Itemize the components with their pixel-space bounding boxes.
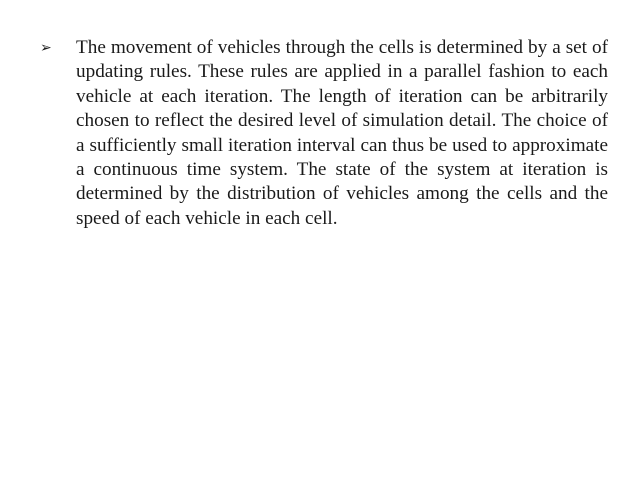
- bullet-text: The movement of vehicles through the cells is determined by a set of updating rules. These rules are applied in a parallel fashion to each vehicle at each iteration. The length of iteration can be arbitrarily chosen to reflect the desired level of simulation detail. The choice of a sufficiently small iteration interval can thus be used to approximate a continuous time system. The state of the system at iteration is determined by the distribution of vehicles among the cells and the speed of each vehicle in each cell.: [76, 37, 608, 229]
- bullet-item: [40, 36, 608, 231]
- arrowhead-bullet-icon: ➢: [40, 40, 52, 56]
